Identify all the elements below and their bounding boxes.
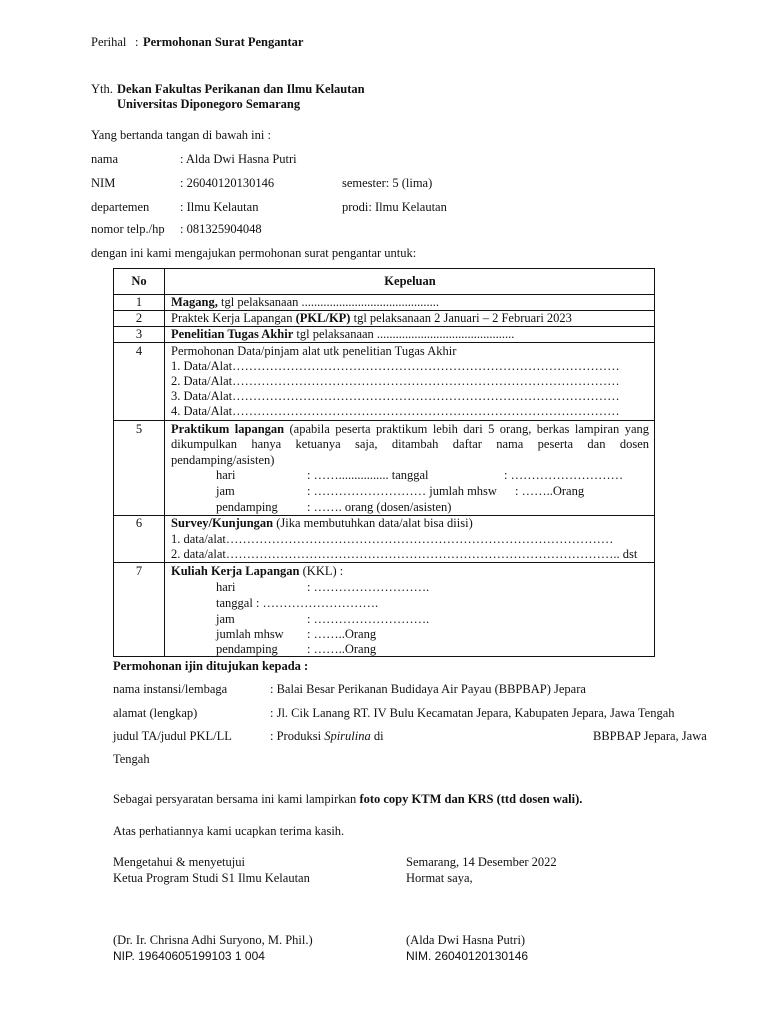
field-label: jam bbox=[216, 612, 235, 626]
sign-left-line-2: Ketua Program Studi S1 Ilmu Kelautan bbox=[113, 871, 310, 885]
field-value: : ………………………. bbox=[307, 580, 430, 594]
alamat-value: : Jl. Cik Lanang RT. IV Bulu Kecamatan Jepara, Kabupaten Jepara, Jawa Tengah bbox=[270, 706, 675, 720]
row-text: 2. Data/Alat………………………………………………………………………………… bbox=[171, 374, 620, 388]
row-title: Penelitian Tugas Akhir bbox=[171, 327, 294, 341]
field-label: jam bbox=[216, 484, 235, 498]
instansi-value: : Balai Besar Perikanan Budidaya Air Payau (BBPBAP) Jepara bbox=[270, 682, 586, 696]
field-label: jumlah mhsw bbox=[216, 627, 284, 641]
semester-value: semester: 5 (lima) bbox=[342, 176, 433, 190]
row-number: 3 bbox=[135, 327, 143, 341]
row-text: tgl pelaksanaan ............................................ bbox=[217, 295, 440, 309]
table-row bbox=[171, 422, 649, 437]
column-divider bbox=[164, 269, 165, 656]
row-text: (apabila peserta praktikum lebih dari 5 orang, berkas lampiran yang bbox=[284, 422, 649, 436]
table-header-kepeluan: Kepeluan bbox=[384, 274, 436, 288]
row-title: (PKL/KP) bbox=[295, 311, 351, 325]
prodi-value: prodi: Ilmu Kelautan bbox=[342, 200, 447, 214]
row-title: Survey/Kunjungan bbox=[171, 516, 274, 530]
lampiran-items: foto copy KTM dan KRS (ttd dosen wali). bbox=[359, 792, 583, 806]
row-number: 7 bbox=[135, 564, 143, 578]
judul-text: di bbox=[370, 729, 384, 743]
table-header-no: No bbox=[131, 274, 147, 288]
field-value: : ……. orang (dosen/asisten) bbox=[307, 500, 452, 514]
telp-value: : 081325904048 bbox=[180, 222, 262, 236]
table-row bbox=[171, 327, 514, 342]
row-text: tgl pelaksanaan 2 Januari – 2 Februari 2023 bbox=[350, 311, 572, 325]
field-extra: : ……………………… bbox=[504, 468, 624, 482]
row-text: (KKL) : bbox=[299, 564, 344, 578]
intro-text: Yang bertanda tangan di bawah ini : bbox=[91, 128, 271, 142]
field-value: : ……................ tanggal bbox=[307, 468, 429, 482]
request-intro: dengan ini kami mengajukan permohonan surat pengantar untuk: bbox=[91, 246, 417, 260]
row-text: dikumpulkan hanya ketuanya saja, ditambah daftar nama peserta dan dosen bbox=[171, 437, 649, 451]
perihal-label: Perihal bbox=[91, 35, 127, 49]
lampiran-intro: Sebagai persyaratan bersama ini kami lampirkan bbox=[113, 792, 360, 806]
sign-left-line-1: Mengetahui & menyetujui bbox=[113, 855, 245, 869]
row-text: 4. Data/Alat………………………………………………………………………………… bbox=[171, 404, 620, 418]
judul-value-right: BBPBAP Jepara, Jawa bbox=[593, 729, 707, 743]
row-text: Permohonan Data/pinjam alat utk penelitian Tugas Akhir bbox=[171, 344, 457, 358]
row-divider bbox=[114, 420, 654, 421]
table-row bbox=[171, 295, 439, 310]
row-text: 1. Data/Alat………………………………………………………………………………… bbox=[171, 359, 620, 373]
closing-text: Atas perhatiannya kami ucapkan terima kasih. bbox=[113, 824, 345, 838]
perihal-separator: : bbox=[135, 35, 139, 49]
departemen-value: : Ilmu Kelautan bbox=[180, 200, 259, 214]
row-text: Praktek Kerja Lapangan bbox=[171, 311, 296, 325]
nim-label: NIM bbox=[91, 176, 116, 190]
judul-continuation: Tengah bbox=[113, 752, 150, 766]
request-table bbox=[113, 268, 655, 657]
field-label: hari bbox=[216, 468, 236, 482]
departemen-label: departemen bbox=[91, 200, 150, 214]
permohonan-heading: Permohonan ijin ditujukan kepada : bbox=[113, 659, 309, 673]
row-title: Praktikum lapangan bbox=[171, 422, 285, 436]
judul-text: : Produksi bbox=[270, 729, 325, 743]
judul-value bbox=[270, 729, 384, 744]
row-number: 6 bbox=[135, 516, 143, 530]
row-text: 3. Data/Alat………………………………………………………………………………… bbox=[171, 389, 620, 403]
judul-italic-text: Spirulina bbox=[324, 729, 371, 743]
field-label: pendamping bbox=[216, 642, 278, 656]
row-title: Magang, bbox=[171, 295, 218, 309]
nim-value: : 26040120130146 bbox=[180, 176, 275, 190]
row-number: 2 bbox=[135, 311, 143, 325]
perihal-value: Permohonan Surat Pengantar bbox=[143, 35, 304, 49]
row-text: 1. data/alat………………………………………………………………………………… bbox=[171, 532, 614, 546]
table-row bbox=[171, 516, 473, 531]
field-value: : ……………………… jumlah mhsw bbox=[307, 484, 497, 498]
row-text: tgl pelaksanaan ............................................ bbox=[293, 327, 515, 341]
field-value: : ………………………. bbox=[307, 612, 430, 626]
field-value: : ……..Orang bbox=[307, 627, 377, 641]
row-number: 4 bbox=[135, 344, 143, 358]
field-value: : ……..Orang bbox=[307, 642, 377, 656]
row-text: (Jika membutuhkan data/alat bisa diisi) bbox=[273, 516, 473, 530]
row-text: 2. data/alat………………………………………………………………………………….. dst bbox=[171, 547, 638, 561]
field-extra: : ……..Orang bbox=[515, 484, 585, 498]
field-label: pendamping bbox=[216, 500, 278, 514]
table-row bbox=[171, 311, 572, 326]
judul-label: judul TA/judul PKL/LL bbox=[113, 729, 232, 743]
telp-label: nomor telp./hp bbox=[91, 222, 165, 236]
nama-label: nama bbox=[91, 152, 119, 166]
recipient-line-1: Dekan Fakultas Perikanan dan Ilmu Kelautan bbox=[117, 82, 365, 96]
row-number: 5 bbox=[135, 422, 143, 436]
row-divider bbox=[114, 342, 654, 343]
lampiran-text bbox=[113, 792, 582, 807]
instansi-label: nama instansi/lembaga bbox=[113, 682, 228, 696]
alamat-label: alamat (lengkap) bbox=[113, 706, 198, 720]
sign-right-line-2: Hormat saya, bbox=[406, 871, 473, 885]
nama-value: : Alda Dwi Hasna Putri bbox=[180, 152, 297, 166]
table-row bbox=[171, 564, 343, 579]
sign-left-name: (Dr. Ir. Chrisna Adhi Suryono, M. Phil.) bbox=[113, 933, 313, 947]
field-value: tanggal : ………………………. bbox=[216, 596, 379, 610]
sign-right-name: (Alda Dwi Hasna Putri) bbox=[406, 933, 526, 947]
recipient-line-2: Universitas Diponegoro Semarang bbox=[117, 97, 301, 111]
recipient-prefix: Yth. bbox=[91, 82, 113, 96]
row-number: 1 bbox=[135, 295, 143, 309]
sign-right-date: Semarang, 14 Desember 2022 bbox=[406, 855, 557, 869]
field-label: hari bbox=[216, 580, 236, 594]
sign-right-nim: NIM. 26040120130146 bbox=[406, 949, 529, 963]
sign-left-nip: NIP. 19640605199103 1 004 bbox=[113, 949, 265, 963]
row-divider bbox=[114, 562, 654, 563]
row-title: Kuliah Kerja Lapangan bbox=[171, 564, 300, 578]
row-text: pendamping/asisten) bbox=[171, 453, 275, 467]
